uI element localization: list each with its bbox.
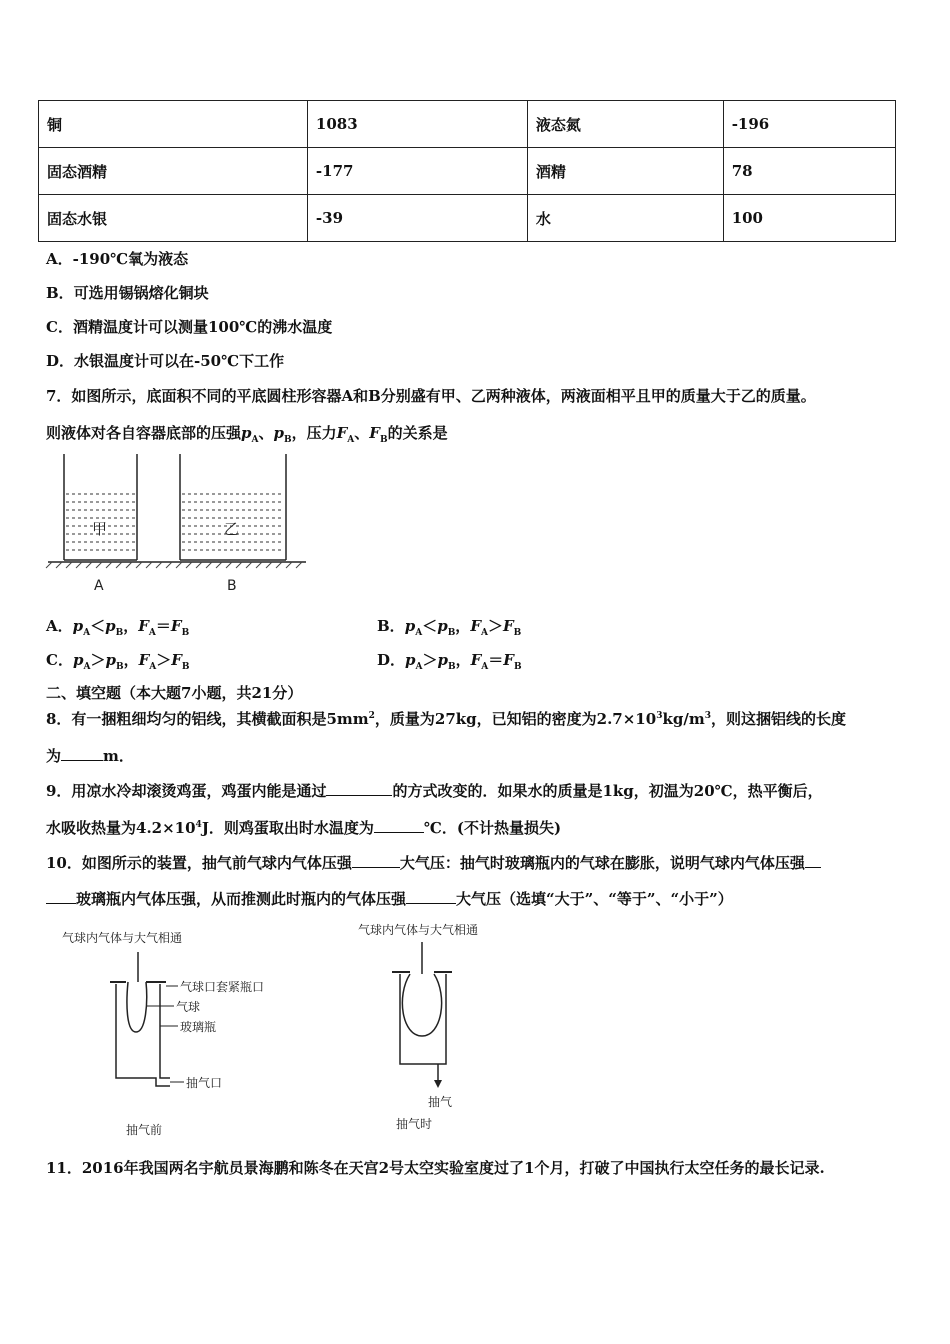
right-fig-pump-label: 抽气 xyxy=(428,1095,453,1109)
table-cell: -177 xyxy=(307,148,527,195)
melting-point-table xyxy=(38,100,896,242)
table-cell: 固态酒精 xyxy=(39,148,308,195)
q10-stem-line1: 10．如图所示的装置，抽气前气球内气体压强 大气压：抽气时玻璃瓶内的气球在膨胀，说明气球内气体压强 xyxy=(46,852,821,873)
table-row xyxy=(39,101,896,148)
liquid-jia-label: 甲 xyxy=(92,520,108,538)
q8-answer-blank[interactable] xyxy=(61,746,103,761)
q9-blank-1[interactable] xyxy=(326,781,392,796)
table-cell: -196 xyxy=(723,101,895,148)
liquid-yi-label: 乙 xyxy=(224,520,240,538)
table-row xyxy=(39,195,896,242)
q6-option-c: C．酒精温度计可以测量100℃的沸水温度 xyxy=(46,318,333,336)
container-b xyxy=(180,454,286,560)
q8-stem-line2: 为 m． xyxy=(46,747,134,765)
left-fig-bottle-label: 玻璃瓶 xyxy=(180,1020,217,1034)
table-cell: 酒精 xyxy=(527,148,723,195)
right-fig-top-label: 气球内气体与大气相通 xyxy=(358,923,479,937)
q7-container-figure xyxy=(40,450,320,598)
container-a-label: A xyxy=(94,578,104,594)
q10-stem-line2: 玻璃瓶内气体压强，从而推测此时瓶内的气体压强 大气压（选填“大于”、“等于”、“小于”） xyxy=(46,888,733,909)
table-cell: 78 xyxy=(723,148,895,195)
table-cell: 铜 xyxy=(39,101,308,148)
q7-option-c: C．$p_A>p_B$，$F_A>F_B$ xyxy=(46,651,190,672)
left-fig-caption: 抽气前 xyxy=(126,1123,163,1137)
table-row xyxy=(39,148,896,195)
q10-blank-1[interactable] xyxy=(352,853,400,868)
q6-option-b: B．可选用锡锅熔化铜块 xyxy=(46,284,209,302)
left-fig-top-label: 气球内气体与大气相通 xyxy=(62,931,183,945)
q7-option-d: D．$p_A>p_B$，$F_A=F_B$ xyxy=(377,651,522,672)
table-cell: 100 xyxy=(723,195,895,242)
q6-option-d: D．水银温度计可以在-50℃下工作 xyxy=(46,352,285,370)
table-cell: 水 xyxy=(527,195,723,242)
q9-blank-2[interactable] xyxy=(374,818,424,833)
table-cell: 固态水银 xyxy=(39,195,308,242)
right-fig-caption: 抽气时 xyxy=(396,1117,433,1131)
q10-figure-during xyxy=(352,916,552,1136)
q10-blank-3[interactable] xyxy=(406,889,456,904)
left-fig-balloon-label: 气球 xyxy=(176,1000,201,1014)
q10-blank-2a[interactable] xyxy=(805,853,821,868)
q7-stem-line1: 7．如图所示，底面积不同的平底圆柱形容器A和B分别盛有甲、乙两种液体，两液面相平且甲的质量大于乙的质量。 xyxy=(46,387,816,405)
table-cell: 1083 xyxy=(307,101,527,148)
q7-option-a: A．$p_A<p_B$，$F_A=F_B$ xyxy=(46,617,190,638)
left-fig-mouth-label: 气球口套紧瓶口 xyxy=(180,980,265,994)
table-cell: -39 xyxy=(307,195,527,242)
table-cell: 液态氮 xyxy=(527,101,723,148)
left-fig-outlet-label: 抽气口 xyxy=(186,1076,223,1090)
q10-blank-2b[interactable] xyxy=(46,889,76,904)
container-a xyxy=(64,454,137,560)
q9-stem-line1: 9．用凉水冷却滚烫鸡蛋，鸡蛋内能是通过 的方式改变的．如果水的质量是1kg，初温为20℃，热平衡后， xyxy=(46,782,823,800)
container-b-label: B xyxy=(227,578,237,594)
q7-option-b: B．$p_A<p_B$，$F_A>F_B$ xyxy=(377,617,522,638)
q8-stem-line1: 8．有一捆粗细均匀的铝线，其横截面积是$5mm^2$，质量为27kg，已知铝的密度为$2.7\times 10^3kg/m^3$，则这捆铝线的长度 xyxy=(46,710,846,728)
q9-stem-line2: 水吸收热量为$4.2\times 10^4J$．则鸡蛋取出时水温度为 ℃．(不计热量损失) xyxy=(46,819,562,837)
q10-figure-before xyxy=(56,922,306,1142)
q11-stem-line1: 11．2016年我国两名宇航员景海鹏和陈冬在天宫2号太空实验室度过了1个月，打破了中国执行太空任务的最长记录. xyxy=(46,1159,825,1177)
q7-stem-line2: 则液体对各自容器底部的压强$p_A$、$p_B$，压力$F_A$、$F_B$的关系是 xyxy=(46,424,448,445)
q6-option-a: A．-190℃氧为液态 xyxy=(46,250,189,268)
ground-line xyxy=(46,562,306,568)
section-2-heading: 二、填空题（本大题7小题，共21分） xyxy=(46,684,303,702)
